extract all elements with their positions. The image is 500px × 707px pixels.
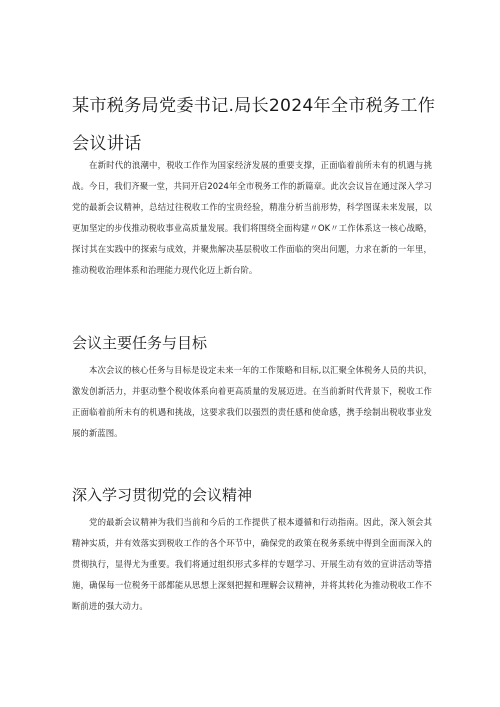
- intro-paragraph: 在新时代的浪潮中，税收工作作为国家经济发展的重要支撑，正面临着前所未有的机遇与挑战。今日，我们齐聚一堂，共同开启2024年全市税务工作的新篇章。此次会议旨在通过深入学习党的最新会议精神，总结过往税收工作的宝贵经验，精准分析当前形势，科学图谋未来发展，以更加坚定的步伐推动税收事业高质量发展。我们将围绕全面构建〃OK〃工作体系这一核心战略，探讨其在实践中的探索与成效，并聚焦解决基层税收工作面临的突出问题，力求在新的一年里，推动税收治理体系和治理能力现代化迈上新台阶。: [72, 160, 432, 275]
- section-paragraph-party-spirit: 党的最新会议精神为我们当前和今后的工作提供了根本遵循和行动指南。因此，深入领会其精神实质，并有效落实到税收工作的各个环节中，确保党的政策在税务系统中得到全面而深入的贯彻执行，显得尤为重要。我们将通过组织形式多样的专题学习、开展生动有效的宣讲活动等措施，确保每一位税务干部都能从思想上深刻把握和理解会议精神，并将其转化为推动税收工作不断前进的强大动力。: [72, 517, 432, 611]
- document-title: 某市税务局党委书记.局长2024年全市税务工作会议讲话: [72, 96, 436, 154]
- section-heading-party-spirit: 深入学习贯彻党的会议精神: [72, 486, 253, 504]
- section-heading-goals: 会议主要任务与目标: [72, 334, 208, 352]
- section-paragraph-goals: 本次会议的核心任务与目标是设定未来一年的工作策略和目标,以汇聚全体税务人员的共识，激发创新活力，并驱动整个税收体系向着更高质量的发展迈进。在当前新时代背景下，税收工作正面临着前所未有的机遇和挑战，这要求我们以强烈的责任感和使命感，携手绘制出税收事业发展的新蓝图。: [72, 365, 432, 438]
